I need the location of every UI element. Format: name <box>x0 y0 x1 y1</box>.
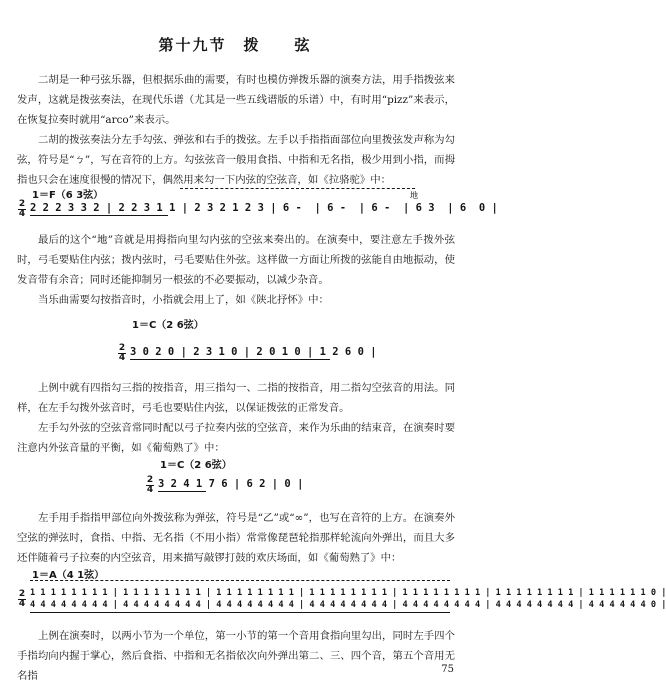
ex4-underline <box>30 612 450 613</box>
paragraph-intro: 二胡是一种弓弦乐器，但根据乐曲的需要，有时也模仿弹拨乐器的演奏方法，用手指拨弦来发声，这就是拨弦奏法，在现代乐谱（尤其是一些五线谱版的乐谱）中，有时用“pizz”来表示，在恢复拉奏时就用“arco”来表示。 <box>17 74 455 126</box>
ex2-time-bottom: 4 <box>118 353 126 363</box>
ex2-underline <box>130 359 330 360</box>
paragraph-balance: 左手勾外弦的空弦音常同时配以弓子拉奏内弦的空弦音，来作为乐曲的结束音，在演奏时要注意内外弦音量的平衡，如《葡萄熟了》中： <box>17 422 455 454</box>
ex1-time-top: 2 <box>18 199 26 209</box>
paragraph-gou-xian: 二胡的拨弦奏法分左手勾弦、弹弦和右手的拨弦。左手以手指指面部位向里拨弦发声称为勾弦，符号是“ㄅ”，写在音符的上方。勾弦弦音一般用食指、中指和无名指，极少用到小指，而拇指也只会在速度很慢的情况下，偶然用来勾一下内弦的空弦音，如《拉骆驼》中： <box>17 134 455 186</box>
ex2-time-top: 2 <box>118 343 126 353</box>
ex3-underline <box>158 491 206 492</box>
ex1-notation: 2 2 2 3 3 2 | 2 2 3 1 1 | 2 3 2 1 2 3 | 6 - | 6 - | 6 - | 6 3 | 6 0 | <box>30 202 498 214</box>
section-title: 第十九节 拨 弦 <box>158 36 312 54</box>
ex3-time-bottom: 4 <box>146 485 154 495</box>
ex1-time-bottom: 4 <box>18 209 26 219</box>
ex1-pizz-marker: ㆞ <box>410 191 418 200</box>
ex3-time-top: 2 <box>146 475 154 485</box>
ex4-key: 1＝A（4 1弦） <box>32 570 105 581</box>
paragraph-tan-xian: 左手用手指指甲部位向外拨弦称为弹弦，符号是“乙”或“∞”，也写在音符的上方。在演奏外空弦的弹弦时，食指、中指、无名指（不用小指）常常像琵琶轮指那样轮流向外弹出，而且大多还伴随着弓子拉奏的内空弦音，用来描写敲锣打鼓的欢庆场面，如《葡萄熟了》中： <box>17 512 455 564</box>
ex3-key: 1＝C（2 6弦） <box>160 460 232 471</box>
ex1-underline <box>30 215 168 216</box>
paragraph-technique: 上例在演奏时，以两小节为一个单位，第一小节的第一个音用食指向里勾出，同时左手四个手指均向内握于掌心，然后食指、中指和无名指依次向外弹出第二、三、四个音，第五个音用无名指 <box>17 630 455 682</box>
paragraph-usage: 上例中就有四指勾三指的按指音，用三指勾一、二指的按指音，用二指勾空弦音的用法。同样，在左手勾拨外弦音时，弓毛也要贴住内弦，以保证拨弦的正常发音。 <box>17 382 455 414</box>
ex4-upper-notation: 1 1 1 1 1 1 1 1 | 1 1 1 1 1 1 1 1 | 1 1 1 1 1 1 1 1 | 1 1 1 1 1 1 1 1 | 1 1 1 1 1 1 1 1 | 1 1 1 1 1 1 1 1 | 1 1 1 1 1 1 0 | <box>30 588 666 598</box>
ex1-key: 1＝F（6 3弦） <box>32 190 104 201</box>
ex3-notation: 3 2 4 1 7 6 | 6 2 | 0 | <box>158 478 304 490</box>
ex4-time-bottom: 4 <box>18 599 26 609</box>
ex4-tie-dash <box>30 580 450 581</box>
ex1-tie-dash <box>180 188 415 189</box>
ex4-time-top: 2 <box>18 589 26 599</box>
ex4-lower-notation: 4 4 4 4 4 4 4 4 | 4 4 4 4 4 4 4 4 | 4 4 4 4 4 4 4 4 | 4 4 4 4 4 4 4 4 | 4 4 4 4 4 4 4 4 | 4 4 4 4 4 4 4 4 | 4 4 4 4 4 4 0 | <box>30 600 666 610</box>
ex2-notation: 3 0 2 0 | 2 3 1 0 | 2 0 1 0 | 1 2 6 0 | <box>130 346 377 358</box>
ex2-key: 1＝C（2 6弦） <box>132 320 204 331</box>
page-number: 75 <box>441 664 454 675</box>
paragraph-little-finger: 当乐曲需要勾按指音时，小指就会用上了，如《陕北抒怀》中： <box>38 294 329 306</box>
paragraph-explain: 最后的这个“㆞”音就是用拇指向里勾内弦的空弦来奏出的。在演奏中，要注意左手拨外弦时，弓毛要贴住内弦；拨内弦时，弓毛要贴住外弦。这样做一方面让所拨的弦能自由地振动，使发音带有余音；同时还能抑制另一根弦的不必要振动，以减少杂音。 <box>17 234 455 286</box>
